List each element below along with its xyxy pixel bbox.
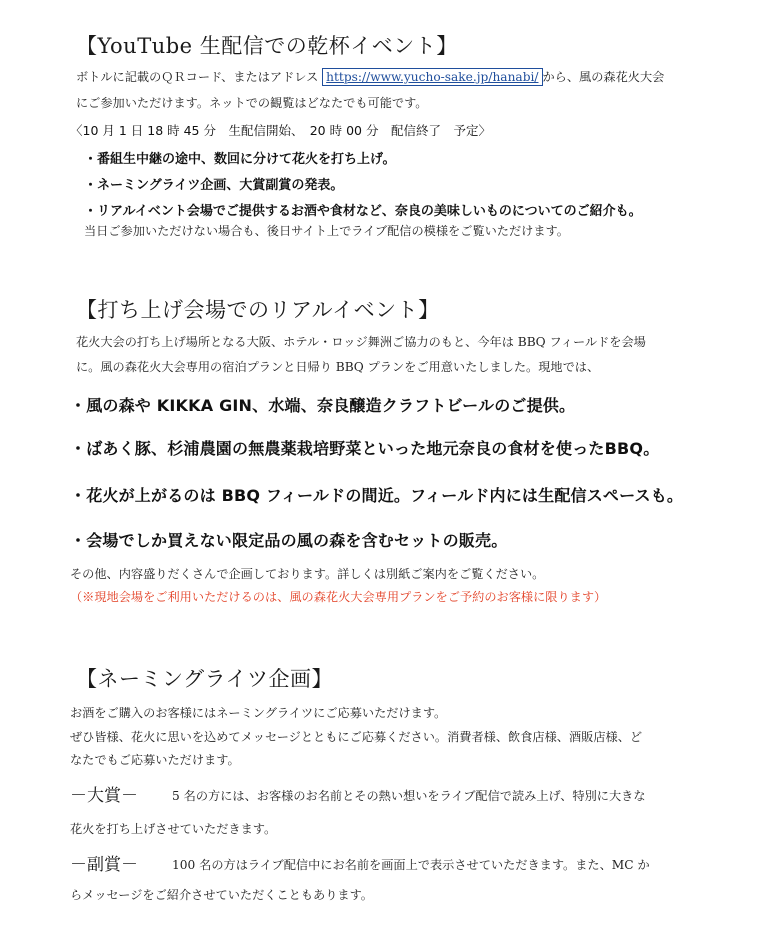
second-prize-text-cont: らメッセージをご紹介させていただくこともあります。 — [70, 888, 373, 902]
broadcast-schedule: 〈10 月 1 日 18 時 45 分 生配信開始、 20 時 00 分 配信終了 予定〉 — [70, 123, 491, 138]
section2-bullet-1: ・風の森や KIKKA GIN、水端、奈良醸造クラフトビールのご提供。 — [70, 396, 576, 415]
section1-bullet-1: ・番組生中継の途中、数回に分けて花火を打ち上げ。 — [84, 152, 396, 167]
section2-red-note: （※現地会場をご利用いただけるのは、風の森花火大会専用プランをご予約のお客様に限ります） — [70, 590, 607, 604]
second-prize-label: －副賞－ — [70, 855, 138, 875]
section2-note: その他、内容盛りだくさんで企画しております。詳しくは別紙ご案内をご覧ください。 — [70, 567, 545, 581]
section1-bullet-2: ・ネーミングライツ企画、大賞副賞の発表。 — [84, 178, 344, 193]
section3-line3: なたでもご応募いただけます。 — [70, 753, 240, 767]
section3-line2: ぜひ皆様、花火に思いを込めてメッセージとともにご応募ください。消費者様、飲食店様、酒販店様、ど — [70, 730, 643, 744]
section2-bullet-2: ・ばあく豚、杉浦農園の無農薬栽培野菜といった地元奈良の食材を使ったBBQ。 — [70, 439, 660, 458]
section1-intro-line1 — [76, 68, 664, 86]
section2-intro-line2: に。風の森花火大会専用の宿泊プランと日帰り BBQ プランをご用意いたしました。現地では、 — [76, 360, 600, 374]
event-url-link[interactable]: https://www.yucho-sake.jp/hanabi/ — [322, 68, 542, 86]
section3-line1: お酒をご購入のお客様にはネーミングライツにご応募いただけます。 — [70, 706, 447, 720]
second-prize-text: 100 名の方はライブ配信中にお名前を画面上で表示させていただきます。また、MC か — [172, 858, 650, 872]
section2-bullet-4: ・会場でしか買えない限定品の風の森を含むセットの販売。 — [70, 531, 508, 550]
grand-prize-label: －大賞－ — [70, 786, 138, 806]
grand-prize-text-cont: 花火を打ち上げさせていただきます。 — [70, 822, 277, 836]
section1-note: 当日ご参加いただけない場合も、後日サイト上でライブ配信の模様をご覧いただけます。 — [84, 224, 569, 238]
section-title-youtube-event: 【YouTube 生配信での乾杯イベント】 — [76, 34, 458, 58]
section-title-naming-rights: 【ネーミングライツ企画】 — [76, 667, 333, 691]
section1-bullet-3: ・リアルイベント会場でご提供するお酒や食材など、奈良の美味しいものについてのご紹介も。 — [84, 204, 642, 219]
section2-bullet-3: ・花火が上がるのは BBQ フィールドの間近。フィールド内には生配信スペースも。 — [70, 486, 684, 505]
intro-text-after-link: から、風の森花火大会 — [542, 70, 665, 84]
section1-intro-line2: にご参加いただけます。ネットでの観覧はどなたでも可能です。 — [76, 96, 428, 110]
intro-text-before-link: ボトルに記載のＱＲコード、またはアドレス — [76, 70, 323, 84]
section-title-real-event: 【打ち上げ会場でのリアルイベント】 — [76, 298, 440, 322]
section2-intro-line1: 花火大会の打ち上げ場所となる大阪、ホテル・ロッジ舞洲ご協力のもと、今年は BBQ フィールドを会場 — [76, 335, 646, 349]
grand-prize-text: 5 名の方には、お客様のお名前とその熱い想いをライブ配信で読み上げ、特別に大きな — [172, 789, 646, 803]
